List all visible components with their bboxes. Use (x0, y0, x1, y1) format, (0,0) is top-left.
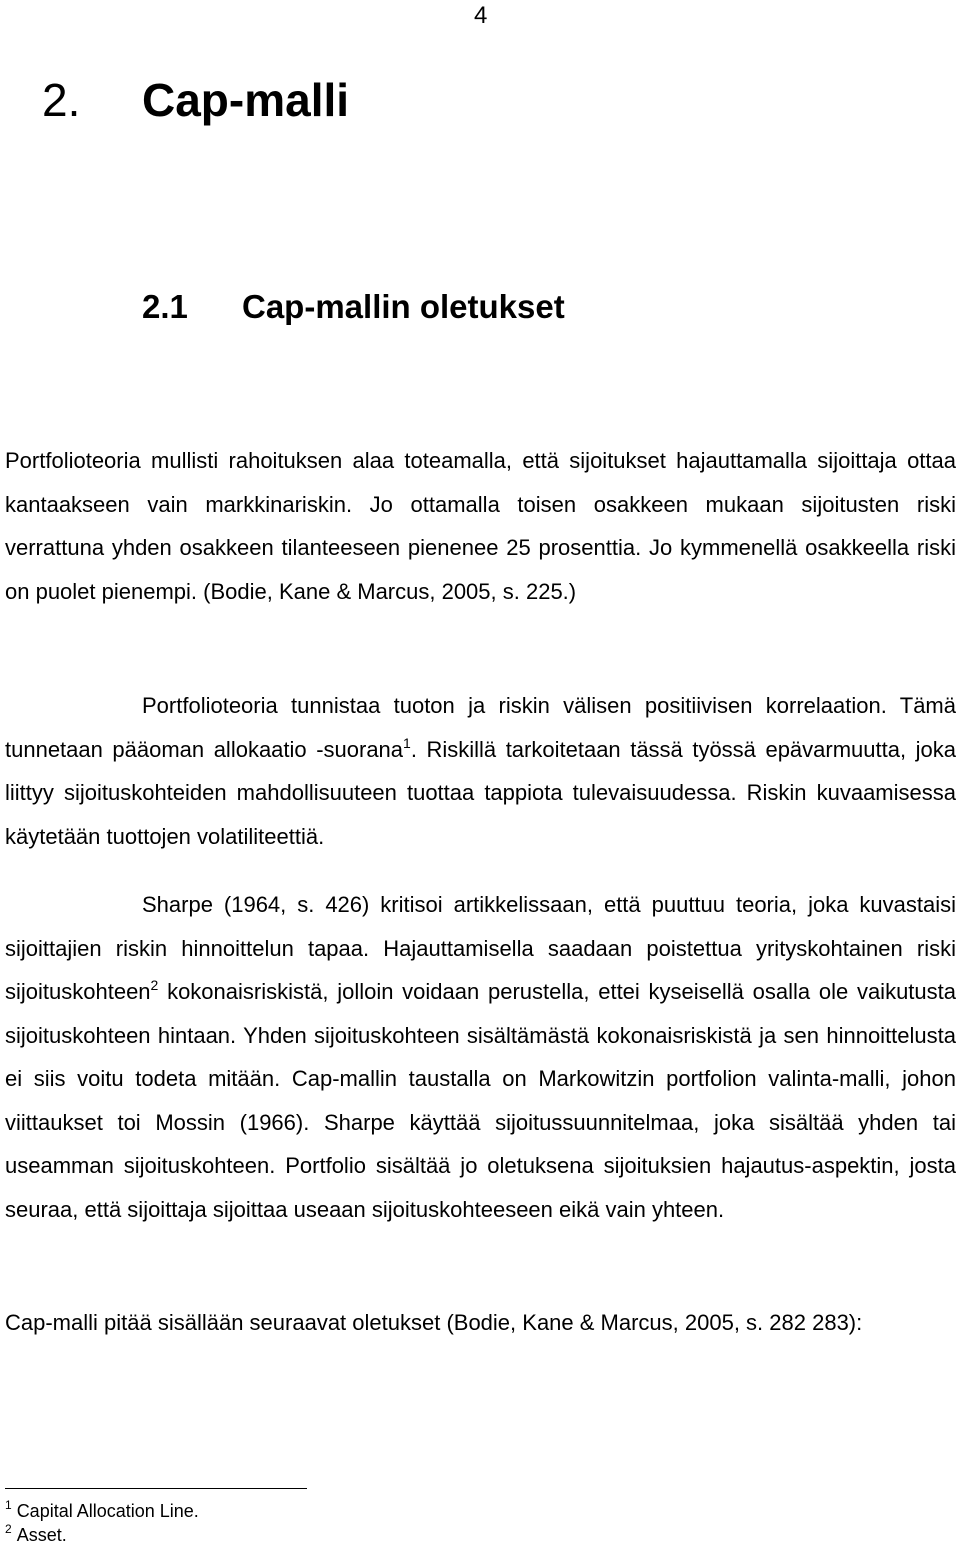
footnote-1-text: Capital Allocation Line. (16, 1501, 199, 1521)
chapter-heading (42, 72, 349, 128)
footnote-1 (5, 1500, 199, 1522)
paragraph-2-text-before: Portfolioteoria tunnistaa tuoton ja riskin välisen positiivisen korrelaation. Tämä tunnetaan pääoman allokaatio -suorana (5, 693, 956, 762)
footnote-ref-1: 1 (403, 734, 411, 751)
paragraph-3-text-before: Sharpe (1964, s. 426) kritisoi artikkelissaan, että puuttuu teoria, joka kuvastaisi sijoittajien riskin hinnoittelun tapaa. Hajauttamisella saadaan poistettua yrityskohtainen riski sijoituskohteen (5, 892, 956, 1004)
footnote-1-mark: 1 (5, 1498, 12, 1512)
footnote-ref-2: 2 (150, 977, 159, 993)
paragraph-3 (5, 883, 956, 1231)
page-number: 4 (474, 2, 488, 29)
section-title: Cap-mallin oletukset (242, 288, 565, 325)
footnote-2-mark: 2 (5, 1522, 12, 1536)
paragraph-1: Portfolioteoria mullisti rahoituksen alaa toteamalla, että sijoitukset hajauttamalla sijoittaja ottaa kantaakseen vain markkinariskin. Jo ottamalla toisen osakkeen mukaan sijoitusten riski verrattuna yhden osakkeen tilanteeseen pienenee 25 prosenttia. Jo kymmenellä osakkeella riski on puolet pienempi. (Bodie, Kane & Marcus, 2005, s. 225.) (5, 448, 956, 604)
paragraph-2 (5, 684, 956, 858)
footnote-2 (5, 1524, 67, 1546)
section-number: 2.1 (142, 288, 188, 325)
paragraph-2-text-after: . Riskillä tarkoitetaan tässä työssä epävarmuutta, joka liittyy sijoituskohteiden mahdollisuuteen tuottaa tappiota tulevaisuudessa. Riskin kuvaamisessa käytetään tuottojen volatiliteettiä. (5, 736, 956, 849)
footnote-2-text: Asset. (16, 1525, 67, 1545)
footnote-separator (5, 1488, 307, 1489)
chapter-title: Cap-malli (142, 74, 350, 126)
paragraph-4: Cap-malli pitää sisällään seuraavat oletukset (Bodie, Kane & Marcus, 2005, s. 282 283): (5, 1310, 863, 1335)
paragraph-3-text-after: kokonaisriskistä, jolloin voidaan perustella, ettei kyseisellä osalla ole vaikutusta sijoituskohteen hintaan. Yhden sijoituskohteen sisältämästä kokonaisriskistä ja sen hinnoittelusta ei siis voitu todeta mitään. Cap-mallin taustalla on Markowitzin portfolion valinta-malli, johon viittaukset toi Mossin (1966). Sharpe käyttää sijoitussuunnitelmaa, joka sisältää yhden tai useamman sijoituskohteen. Portfolio sisältää jo oletuksena sijoituksien hajautus-aspektin, josta seuraa, että sijoittaja sijoittaa useaan sijoituskohteeseen eikä vain yhteen. (5, 979, 956, 1222)
section-heading (142, 286, 565, 328)
chapter-number: 2. (42, 74, 81, 126)
